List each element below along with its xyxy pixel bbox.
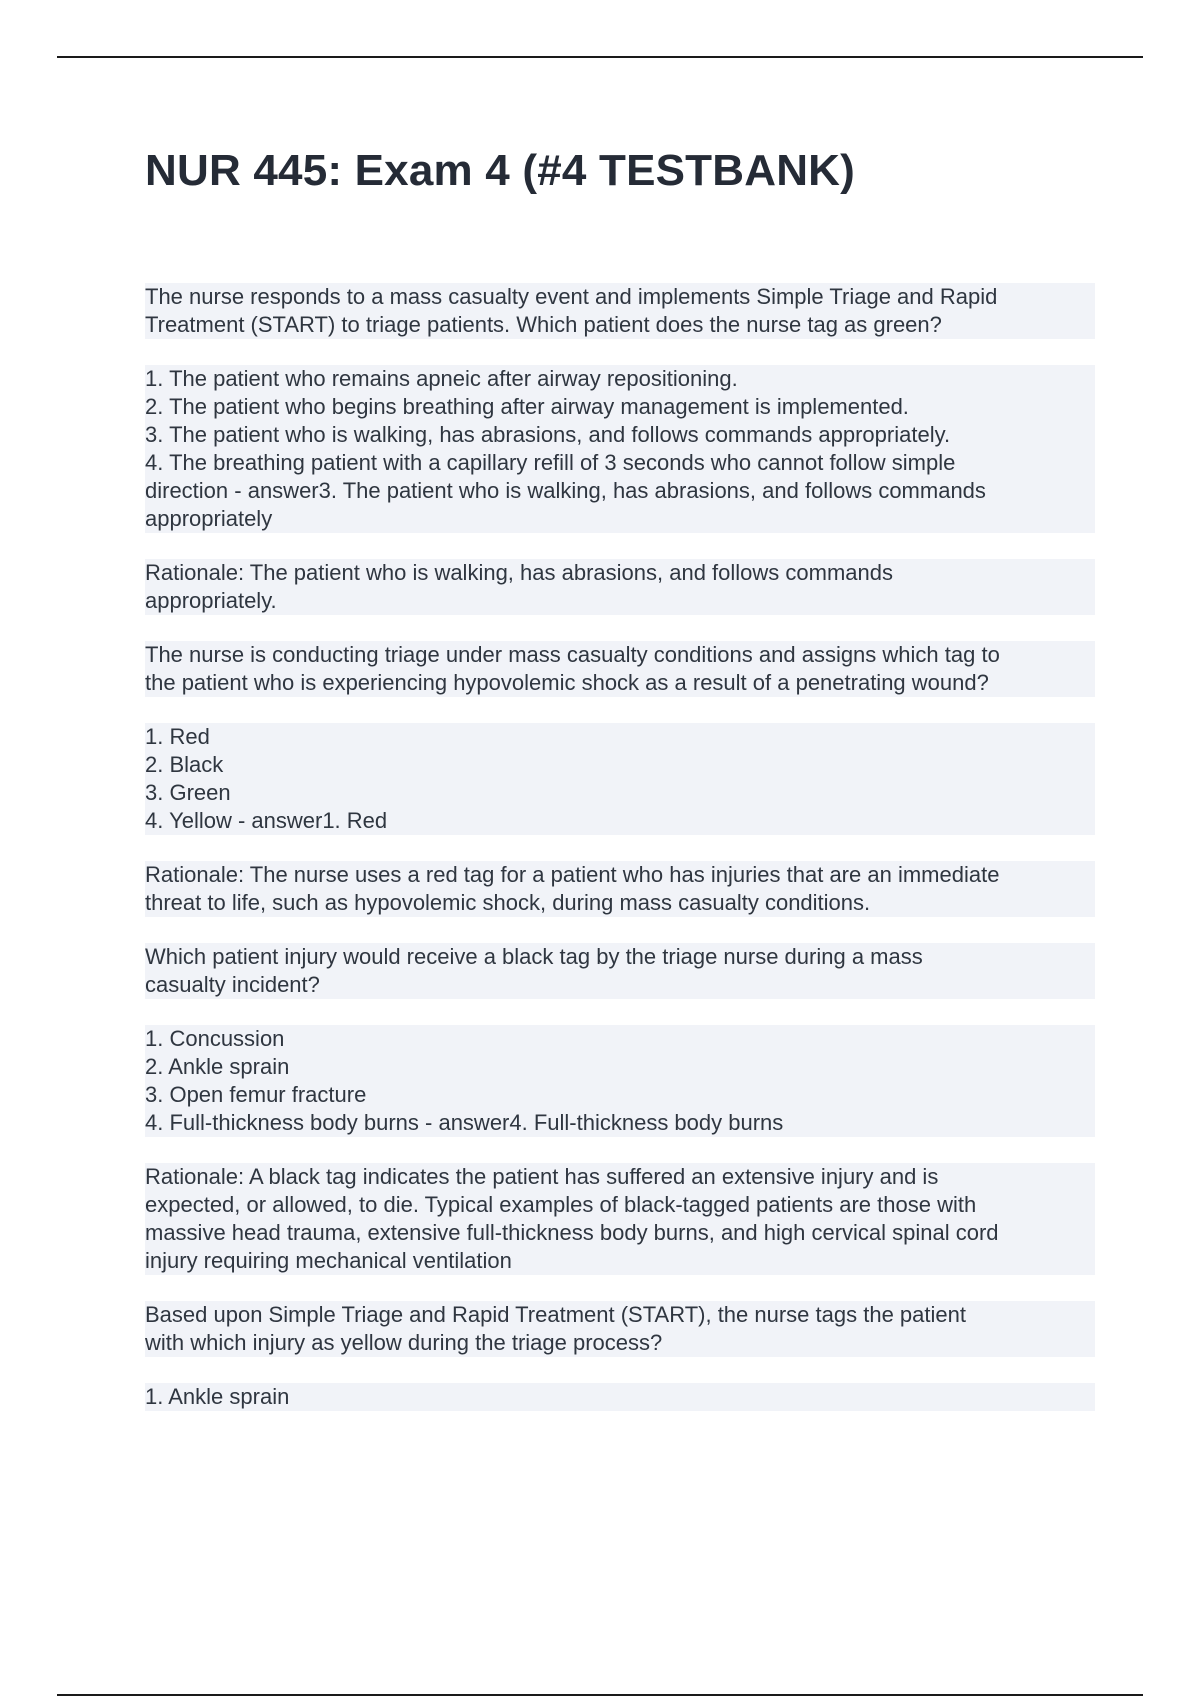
option-line: 3. The patient who is walking, has abrasions, and follows commands appropriately. bbox=[145, 421, 1095, 449]
question-2 bbox=[145, 641, 1095, 697]
text-line: The nurse is conducting triage under mass casualty conditions and assigns which tag to bbox=[145, 641, 1095, 669]
rationale-line: Rationale: The nurse uses a red tag for a patient who has injuries that are an immediate bbox=[145, 861, 1095, 889]
option-line: 4. Full-thickness body burns - answer4. Full-thickness body burns bbox=[145, 1109, 1095, 1137]
question-1 bbox=[145, 283, 1095, 339]
options-2 bbox=[145, 723, 1095, 835]
text-line: casualty incident? bbox=[145, 971, 1095, 999]
text-line: Treatment (START) to triage patients. Which patient does the nurse tag as green? bbox=[145, 311, 1095, 339]
option-line: 2. Ankle sprain bbox=[145, 1053, 1095, 1081]
options-4 bbox=[145, 1383, 1095, 1411]
option-line: 1. Ankle sprain bbox=[145, 1383, 1095, 1411]
rationale-3 bbox=[145, 1163, 1095, 1275]
rationale-line: Rationale: A black tag indicates the patient has suffered an extensive injury and is bbox=[145, 1163, 1095, 1191]
option-line: 2. The patient who begins breathing after airway management is implemented. bbox=[145, 393, 1095, 421]
rationale-line: threat to life, such as hypovolemic shock, during mass casualty conditions. bbox=[145, 889, 1095, 917]
options-1 bbox=[145, 365, 1095, 533]
text-line: with which injury as yellow during the triage process? bbox=[145, 1329, 1095, 1357]
option-line: direction - answer3. The patient who is walking, has abrasions, and follows commands bbox=[145, 477, 1095, 505]
text-line: Based upon Simple Triage and Rapid Treatment (START), the nurse tags the patient bbox=[145, 1301, 1095, 1329]
options-3 bbox=[145, 1025, 1095, 1137]
option-line: 3. Open femur fracture bbox=[145, 1081, 1095, 1109]
option-line: 1. Concussion bbox=[145, 1025, 1095, 1053]
document-body bbox=[145, 283, 1095, 1437]
rationale-line: expected, or allowed, to die. Typical examples of black-tagged patients are those with bbox=[145, 1191, 1095, 1219]
option-line: 1. The patient who remains apneic after airway repositioning. bbox=[145, 365, 1095, 393]
option-line: 4. The breathing patient with a capillary refill of 3 seconds who cannot follow simple bbox=[145, 449, 1095, 477]
rationale-line: massive head trauma, extensive full-thickness body burns, and high cervical spinal cord bbox=[145, 1219, 1095, 1247]
option-line: 3. Green bbox=[145, 779, 1095, 807]
option-line: 1. Red bbox=[145, 723, 1095, 751]
rationale-line: injury requiring mechanical ventilation bbox=[145, 1247, 1095, 1275]
question-3 bbox=[145, 943, 1095, 999]
top-rule bbox=[57, 56, 1143, 58]
rationale-line: appropriately. bbox=[145, 587, 1095, 615]
option-line: 2. Black bbox=[145, 751, 1095, 779]
rationale-2 bbox=[145, 861, 1095, 917]
text-line: The nurse responds to a mass casualty event and implements Simple Triage and Rapid bbox=[145, 283, 1095, 311]
option-line: appropriately bbox=[145, 505, 1095, 533]
rationale-1 bbox=[145, 559, 1095, 615]
document-title: NUR 445: Exam 4 (#4 TESTBANK) bbox=[145, 146, 855, 195]
text-line: Which patient injury would receive a black tag by the triage nurse during a mass bbox=[145, 943, 1095, 971]
question-4 bbox=[145, 1301, 1095, 1357]
bottom-rule bbox=[57, 1694, 1143, 1696]
option-line: 4. Yellow - answer1. Red bbox=[145, 807, 1095, 835]
text-line: the patient who is experiencing hypovolemic shock as a result of a penetrating wound? bbox=[145, 669, 1095, 697]
rationale-line: Rationale: The patient who is walking, has abrasions, and follows commands bbox=[145, 559, 1095, 587]
